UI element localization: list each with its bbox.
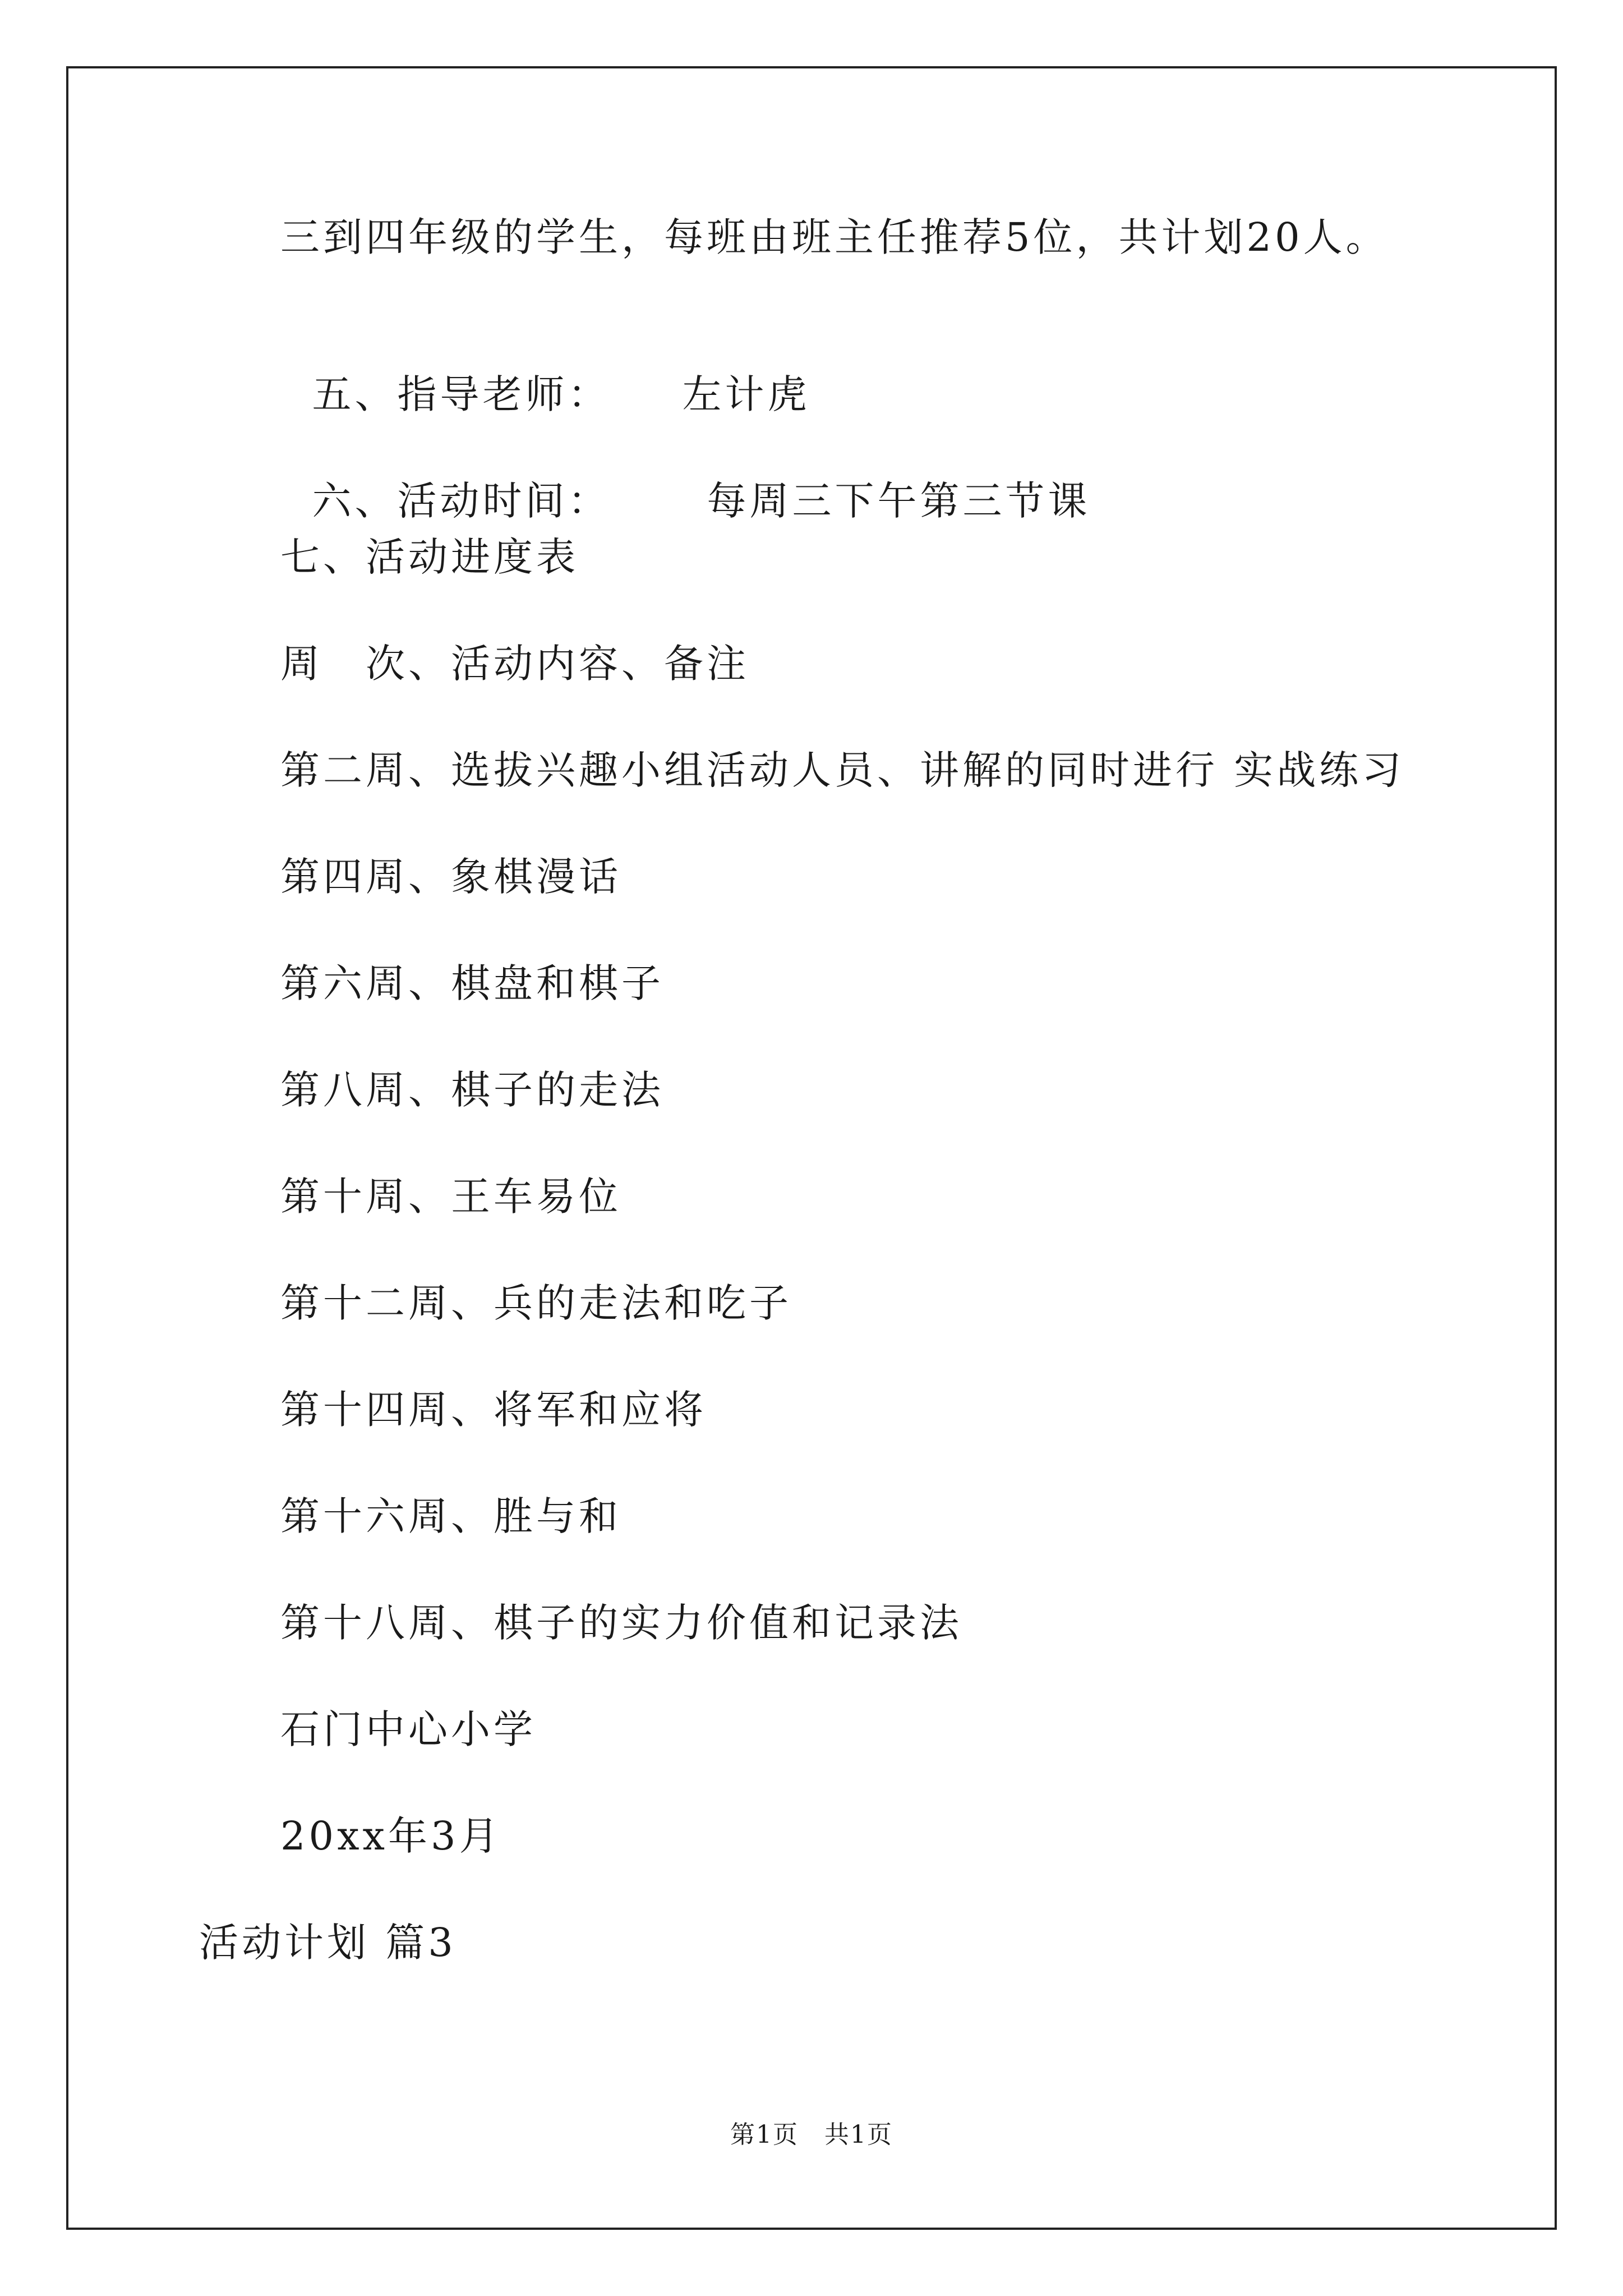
activity-time-label: 六、活动时间： [312, 478, 611, 524]
schedule-row: 第八周、棋子的走法 [280, 1067, 664, 1113]
schedule-row: 第十八周、棋子的实力价值和记录法 [280, 1600, 962, 1646]
school-name: 石门中心小学 [280, 1706, 536, 1752]
page-footer: 第1页 共1页 [730, 2120, 893, 2149]
activity-time-value: 每周三下午第三节课 [707, 478, 1091, 524]
schedule-row: 第四周、象棋漫话 [280, 854, 621, 900]
section-heading: 活动计划 篇3 [199, 1920, 457, 1966]
schedule-row: 第十四周、将军和应将 [280, 1387, 707, 1433]
schedule-row: 第十周、王车易位 [280, 1174, 621, 1220]
instructor-value: 左计虎 [682, 371, 810, 417]
activity-time-line [280, 425, 1091, 526]
schedule-row: 第十二周、兵的走法和吃子 [280, 1280, 792, 1326]
participants-line: 三到四年级的学生，每班由班主任推荐5位，共计划20人。 [280, 214, 1389, 260]
document-date: 20xx年3月 [280, 1813, 502, 1859]
instructor-line [280, 319, 810, 420]
schedule-row: 第六周、棋盘和棋子 [280, 960, 664, 1006]
schedule-row: 第二周、选拔兴趣小组活动人员、讲解的同时进行 实战练习 [280, 747, 1405, 793]
schedule-row: 第十六周、胜与和 [280, 1493, 621, 1539]
schedule-heading: 七、活动进度表 [280, 534, 579, 580]
instructor-label: 五、指导老师： [312, 371, 611, 417]
schedule-header-row: 周 次、活动内容、备注 [280, 641, 749, 687]
